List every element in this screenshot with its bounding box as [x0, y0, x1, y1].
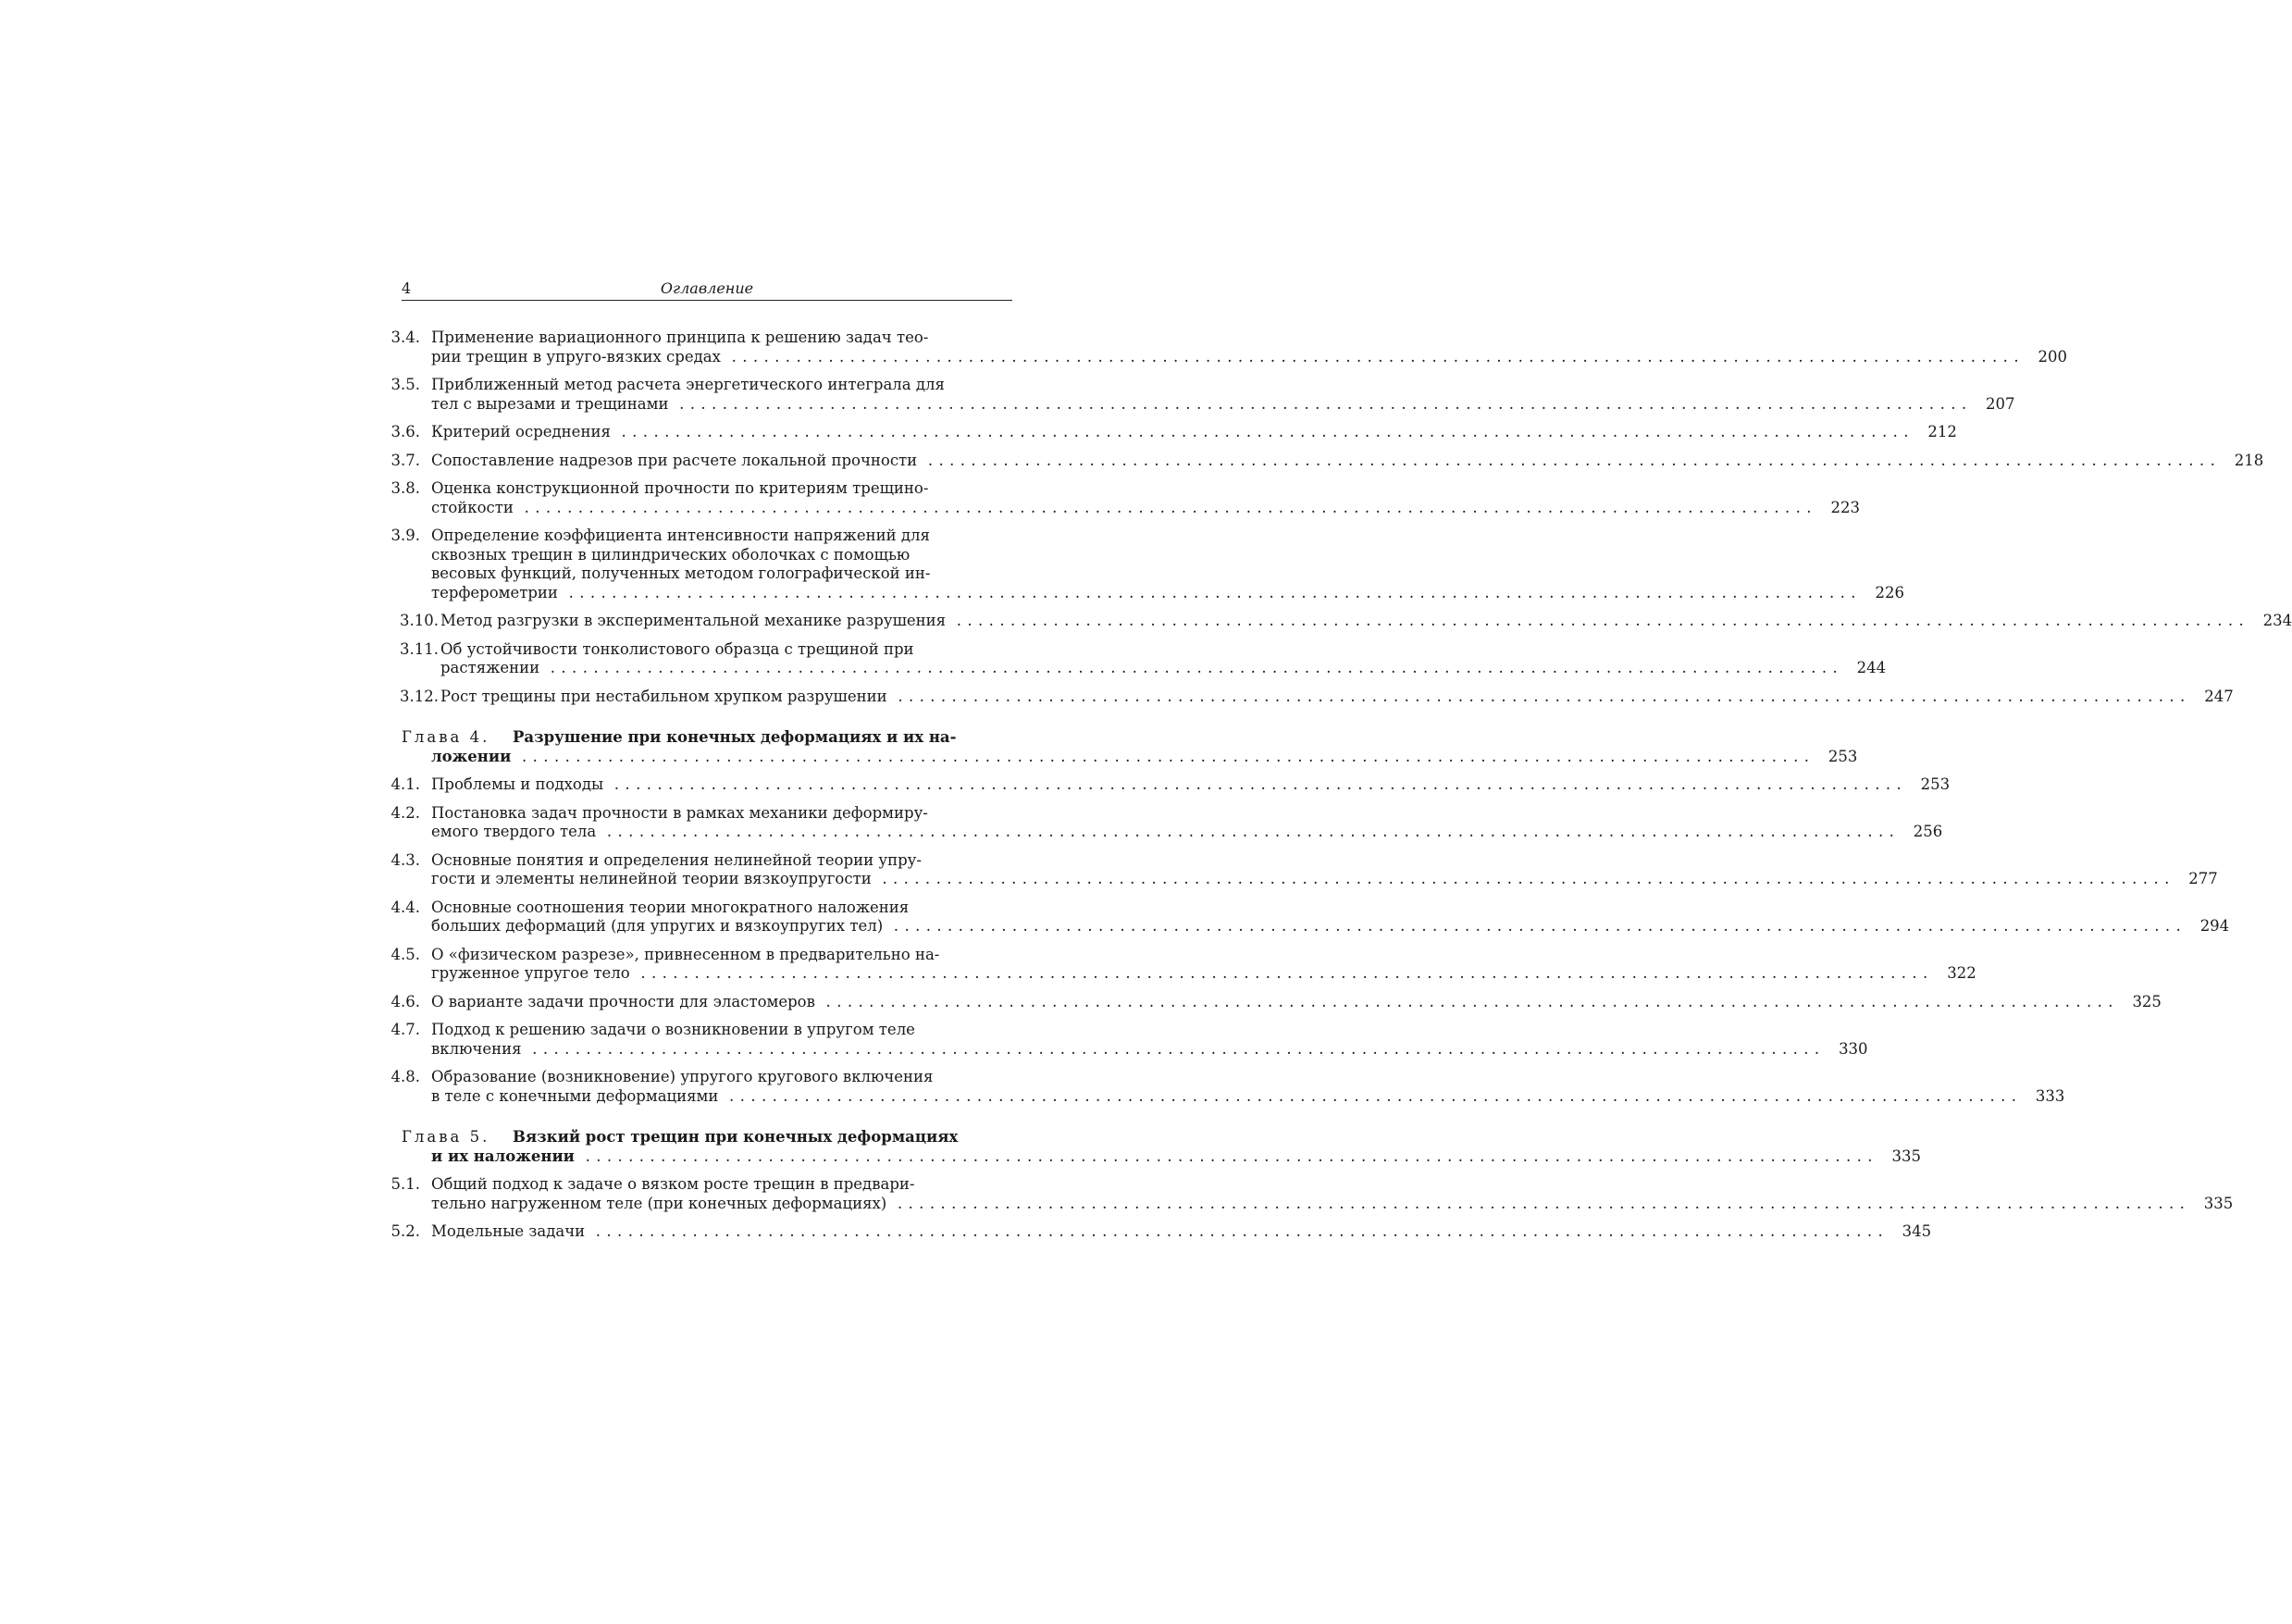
page-reference: 345 — [1902, 1222, 1932, 1240]
running-header — [402, 278, 1012, 301]
page-reference: 218 — [2234, 451, 2264, 469]
toc-section-entry[interactable] — [390, 479, 1860, 517]
section-number: 4.3. — [390, 850, 420, 869]
section-number: 3.11. — [400, 639, 439, 658]
toc-entry-line: сквозных трещин в цилиндрических оболочках с помощью — [431, 545, 911, 564]
section-number: 4.8. — [390, 1068, 420, 1085]
leader-dots: ........................................................................................................................ — [557, 583, 1862, 601]
page-reference: 256 — [1913, 823, 1943, 840]
page-reference: 330 — [1839, 1039, 1868, 1058]
toc-entry-line: Основные понятия и определения нелинейной теории упру- — [431, 850, 922, 869]
toc-entry-line: и их наложении ........................................................................................................................ — [431, 1147, 1878, 1165]
toc-entry-line: Вязкий рост трещин при конечных деформациях — [513, 1128, 959, 1146]
toc-entry-text — [390, 898, 2187, 936]
toc-section-entry[interactable] — [390, 329, 2067, 366]
leader-dots: ........................................................................................................................ — [668, 394, 1973, 413]
page-reference: 212 — [1927, 423, 1957, 440]
toc-entry-text — [390, 992, 2119, 1012]
page-reference: 253 — [1920, 775, 1951, 793]
toc-entry-line: Постановка задач прочности в рамках механики деформиру- — [431, 803, 928, 822]
toc-entry-line: рии трещин в упруго-вязких средах ........................................................................................................................ — [431, 347, 2025, 366]
section-number: 3.5. — [390, 376, 420, 393]
toc-entry-line: весовых функций, полученных методом голографической ин- — [431, 564, 931, 582]
toc-section-entry[interactable] — [390, 992, 2162, 1012]
leader-dots: ........................................................................................................................ — [886, 687, 2191, 705]
toc-entry-line: Подход к решению задачи о возникновении в упругом теле — [431, 1021, 915, 1038]
toc-section-entry[interactable] — [390, 850, 2218, 889]
toc-entry-line: стойкости ........................................................................................................................ — [431, 498, 1817, 516]
section-number: 4.7. — [390, 1021, 420, 1038]
toc-entry-text — [390, 1021, 1826, 1059]
leader-dots: ........................................................................................................................ — [513, 498, 1817, 516]
toc-entry-line: Приближенный метод расчета энергетического интеграла для — [431, 376, 945, 393]
section-number: 3.9. — [390, 527, 420, 544]
page-reference: 335 — [2203, 1194, 2234, 1212]
page-reference: 253 — [1827, 747, 1858, 765]
leader-dots: ........................................................................................................................ — [718, 1086, 2023, 1105]
toc-section-entry[interactable] — [390, 803, 1943, 842]
chapter-label: Глава 5. — [402, 1128, 490, 1146]
toc-section-entry[interactable] — [390, 898, 2230, 936]
toc-entry-line: Об устойчивости тонколистового образца с трещиной при — [440, 639, 914, 658]
section-number: 3.4. — [390, 329, 420, 346]
toc-entry-line: Оценка конструкционной прочности по критериям трещино- — [431, 479, 929, 497]
section-number: 4.4. — [390, 898, 420, 916]
page-reference: 223 — [1830, 498, 1860, 516]
page-reference: 207 — [1986, 394, 2015, 413]
leader-dots: ........................................................................................................................ — [603, 775, 1908, 793]
toc-entry-line: тел с вырезами и трещинами ........................................................................................................................ — [431, 394, 1973, 413]
section-number: 3.12. — [400, 687, 439, 705]
toc-section-entry[interactable] — [390, 451, 2264, 471]
toc-section-entry[interactable] — [390, 945, 1976, 984]
leader-dots: ........................................................................................................................ — [917, 451, 2222, 469]
toc-entry-line: растяжении ........................................................................................................................ — [440, 659, 1844, 676]
toc-entry-text — [390, 945, 1934, 984]
leader-dots: ........................................................................................................................ — [883, 917, 2187, 935]
toc-entry-line: груженное упругое тело ........................................................................................................................ — [431, 964, 1934, 982]
toc-entry-text — [390, 850, 2175, 889]
section-number: 3.10. — [400, 612, 439, 629]
leader-dots: ........................................................................................................................ — [585, 1222, 1889, 1240]
toc-entry-text — [390, 1068, 2023, 1106]
section-number: 3.6. — [390, 423, 420, 440]
toc-entry-text — [390, 803, 1901, 842]
toc-entry-line: терферометрии ........................................................................................................................ — [431, 583, 1862, 601]
section-number: 4.5. — [390, 945, 420, 963]
page-reference: 294 — [2199, 917, 2230, 935]
section-number: 4.6. — [390, 992, 420, 1010]
toc-entry-line: Общий подход к задаче о вязком росте трещин в предвари- — [431, 1175, 915, 1193]
leader-dots: ........................................................................................................................ — [720, 347, 2025, 366]
toc-section-entry[interactable] — [390, 1021, 1868, 1059]
toc-entry-line: емого твердого тела ........................................................................................................................ — [431, 823, 1901, 840]
chapter-label: Глава 4. — [402, 728, 490, 746]
toc-entry-text — [402, 1128, 1878, 1166]
leader-dots: ........................................................................................................................ — [871, 870, 2175, 887]
section-number: 3.8. — [390, 479, 420, 497]
toc-entry-line: О «физическом разрезе», привнесенном в предварительно на- — [431, 945, 940, 963]
page-reference: 247 — [2204, 687, 2234, 705]
section-number: 5.1. — [390, 1175, 420, 1193]
toc-entry-line: Рост трещины при нестабильном хрупком разрушении ........................................................................................................................ — [440, 687, 2191, 705]
page-reference: 244 — [1856, 659, 1887, 676]
toc-entry-text — [402, 728, 1815, 766]
page-reference: 277 — [2188, 870, 2218, 887]
toc-section-entry[interactable] — [390, 775, 1951, 795]
toc-entry-line: ложении ........................................................................................................................ — [431, 747, 1815, 765]
toc-section-entry[interactable] — [390, 1068, 2065, 1106]
leader-dots: ........................................................................................................................ — [511, 747, 1815, 765]
toc-entry-line: Метод разгрузки в экспериментальной механике разрушения ........................................................................................................................ — [440, 612, 2250, 629]
toc-entry-line: Модельные задачи ........................................................................................................................ — [431, 1222, 1889, 1240]
toc-entry-line: Основные соотношения теории многократного наложения — [431, 898, 910, 916]
toc-chapter-entry[interactable] — [402, 1128, 1921, 1166]
toc-entry-text — [390, 479, 1817, 517]
toc-entry-line: Проблемы и подходы ........................................................................................................................ — [431, 775, 1908, 793]
toc-section-entry[interactable] — [390, 527, 1904, 602]
toc-section-entry[interactable] — [400, 639, 1887, 678]
toc-entry-text — [390, 775, 1908, 795]
toc-entry-line: гости и элементы нелинейной теории вязкоупругости ........................................................................................................................ — [431, 870, 2175, 887]
toc-entry-text — [400, 612, 2250, 631]
section-number: 4.1. — [390, 775, 420, 793]
toc-section-entry[interactable] — [400, 612, 2292, 631]
toc-entry-text — [390, 1222, 1889, 1242]
leader-dots: ........................................................................................................................ — [610, 423, 1914, 440]
table-of-contents — [390, 329, 2292, 1251]
toc-chapter-entry[interactable] — [402, 728, 1858, 766]
toc-entry-text — [390, 329, 2025, 366]
page-reference: 333 — [2035, 1086, 2065, 1105]
leader-dots: ........................................................................................................................ — [521, 1039, 1826, 1058]
leader-dots: ........................................................................................................................ — [886, 1194, 2191, 1212]
section-number: 3.7. — [390, 451, 420, 469]
toc-entry-line: Применение вариационного принципа к решению задач тео- — [431, 329, 929, 346]
leader-dots: ........................................................................................................................ — [596, 823, 1901, 840]
toc-entry-line: включения ........................................................................................................................ — [431, 1039, 1826, 1058]
toc-entry-line: Определение коэффициента интенсивности напряжений для — [431, 527, 930, 544]
toc-entry-line: Критерий осреднения ........................................................................................................................ — [431, 423, 1914, 440]
toc-section-entry[interactable] — [390, 1175, 2234, 1213]
toc-entry-text — [390, 423, 1914, 442]
leader-dots: ........................................................................................................................ — [539, 659, 1844, 676]
leader-dots: ........................................................................................................................ — [946, 612, 2250, 629]
toc-section-entry[interactable] — [390, 1222, 1932, 1242]
page-reference: 335 — [1891, 1147, 1921, 1165]
running-title: Оглавление — [660, 279, 754, 297]
page-number: 4 — [402, 279, 412, 297]
toc-entry-text — [400, 639, 1844, 678]
section-number: 4.2. — [390, 803, 420, 822]
toc-entry-line: больших деформаций (для упругих и вязкоупругих тел) ........................................................................................................................ — [431, 917, 2187, 935]
toc-entry-line: Образование (возникновение) упругого кругового включения — [431, 1068, 934, 1085]
toc-entry-line: в теле с конечными деформациями ........................................................................................................................ — [431, 1086, 2023, 1105]
page-reference: 322 — [1947, 964, 1976, 982]
leader-dots: ........................................................................................................................ — [629, 964, 1934, 982]
toc-entry-text — [390, 451, 2222, 471]
toc-entry-text — [390, 376, 1973, 414]
section-number: 5.2. — [390, 1222, 420, 1240]
page-reference: 234 — [2262, 612, 2292, 629]
toc-entry-text — [400, 687, 2191, 707]
toc-entry-line: Разрушение при конечных деформациях и их на- — [513, 728, 957, 746]
toc-entry-line: Сопоставление надрезов при расчете локальной прочности ........................................................................................................................ — [431, 451, 2222, 469]
page-reference: 226 — [1875, 583, 1904, 601]
leader-dots: ........................................................................................................................ — [814, 992, 2119, 1010]
toc-entry-line: О варианте задачи прочности для эластомеров ........................................................................................................................ — [431, 992, 2119, 1010]
toc-entry-text — [390, 1175, 2191, 1213]
page-reference: 325 — [2132, 992, 2162, 1010]
toc-section-entry[interactable] — [390, 423, 1957, 442]
toc-section-entry[interactable] — [400, 687, 2234, 707]
leader-dots: ........................................................................................................................ — [574, 1147, 1878, 1165]
toc-section-entry[interactable] — [390, 376, 2015, 414]
toc-entry-line: тельно нагруженном теле (при конечных деформациях) ........................................................................................................................ — [431, 1194, 2191, 1212]
page-reference: 200 — [2038, 347, 2067, 366]
toc-entry-text — [390, 527, 1862, 602]
